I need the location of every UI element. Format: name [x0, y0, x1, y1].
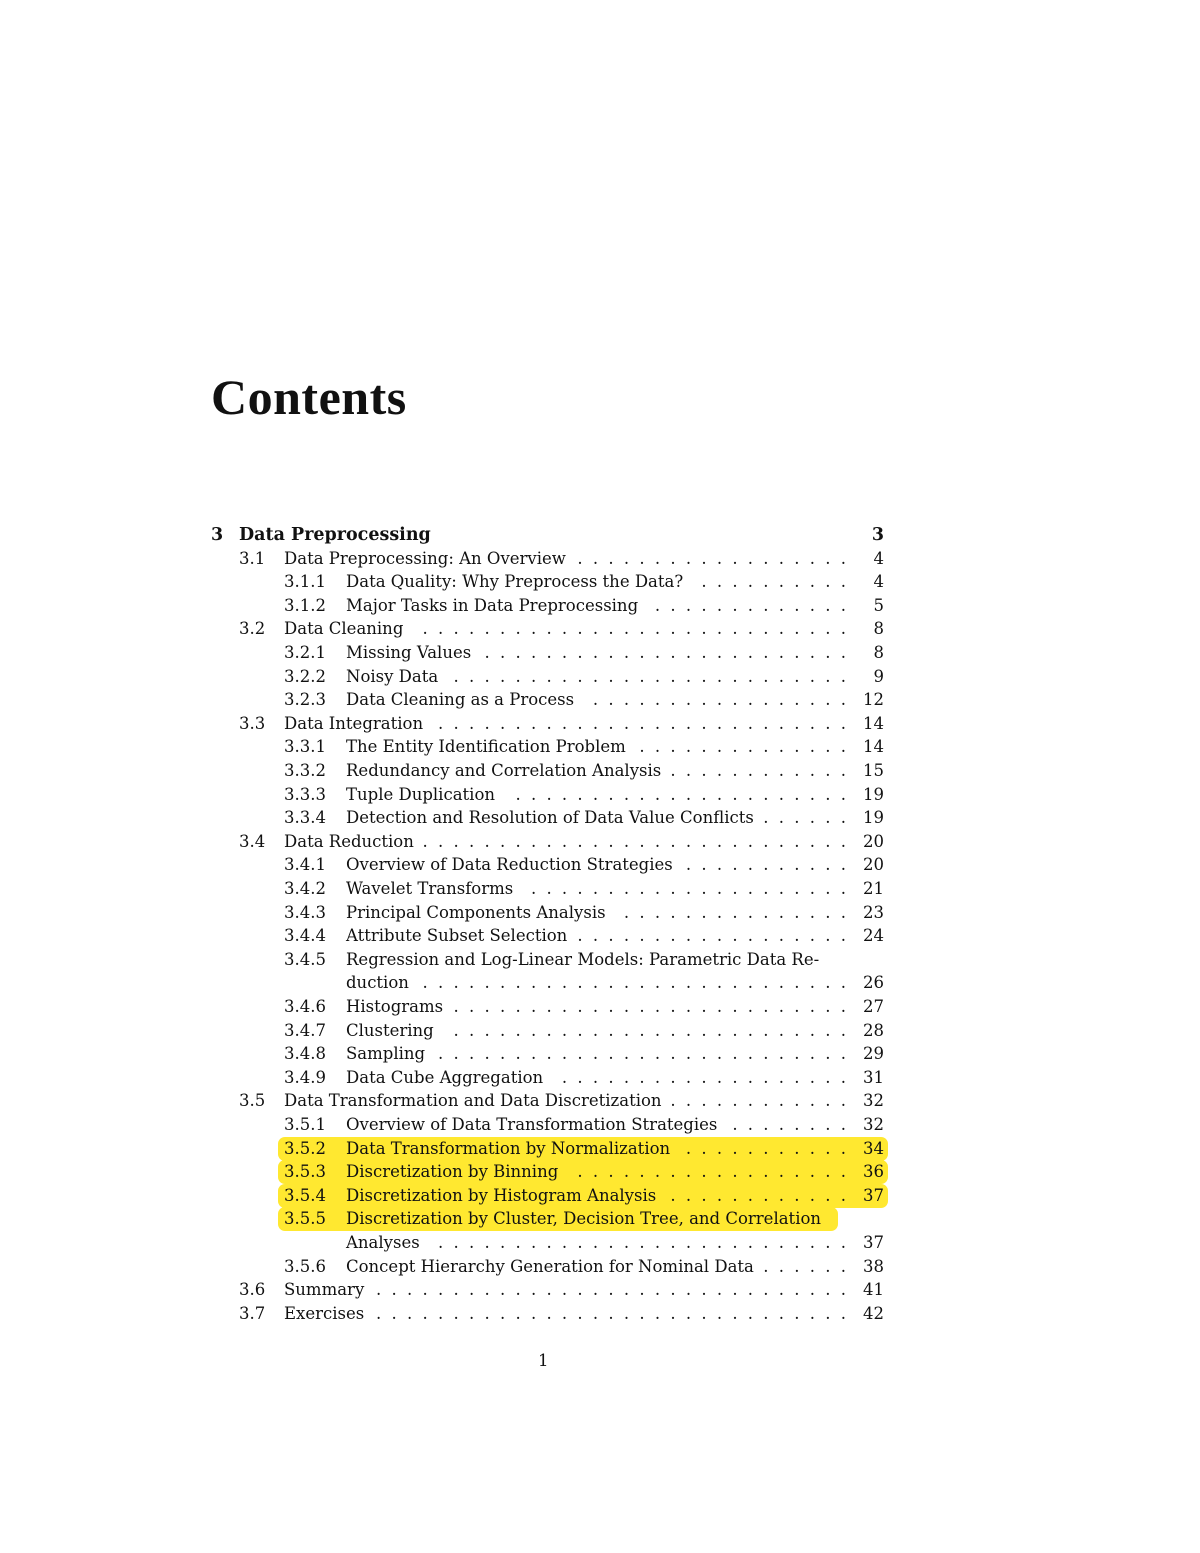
toc-entry-page: 5 [873, 596, 884, 615]
toc-entry-page: 19 [863, 808, 884, 827]
dot-leader [568, 1162, 846, 1182]
toc-entry-number: 3.2.3 [284, 690, 326, 709]
dot-leader [693, 572, 846, 592]
toc-entry-title: Regression and Log-Linear Models: Parametric Data Re- [346, 950, 820, 969]
dot-leader [435, 1044, 846, 1064]
toc-entry-title-continuation: duction [346, 973, 409, 992]
toc-entry-row[interactable] [0, 830, 1200, 854]
toc-entry-page: 14 [863, 714, 884, 733]
toc-entry-title: Summary [284, 1280, 365, 1299]
toc-entry-row[interactable] [0, 1278, 1200, 1302]
toc-entry-row[interactable] [0, 712, 1200, 736]
toc-entry-row[interactable] [0, 806, 1200, 830]
dot-leader [419, 973, 846, 993]
toc-entry-row[interactable] [0, 547, 1200, 571]
toc-entry-row[interactable] [0, 1066, 1200, 1090]
toc-entry-page: 37 [863, 1233, 884, 1252]
dot-leader [672, 1091, 846, 1111]
toc-entry-title: Discretization by Cluster, Decision Tree, and Correlation [346, 1209, 822, 1228]
toc-entry-page: 34 [863, 1139, 884, 1158]
toc-entry-title: Data Cleaning [284, 619, 404, 638]
dot-leader [671, 761, 846, 781]
toc-entry-number: 3.4.6 [284, 997, 326, 1016]
toc-entry-page: 21 [863, 879, 884, 898]
toc-entry-title: Sampling [346, 1044, 426, 1063]
toc-entry-row[interactable] [0, 1019, 1200, 1043]
toc-entry-number: 3.5 [239, 1091, 266, 1110]
toc-entry-title: Wavelet Transforms [346, 879, 514, 898]
toc-entry-title: Discretization by Histogram Analysis [346, 1186, 657, 1205]
toc-entry-title: Discretization by Binning [346, 1162, 559, 1181]
toc-entry-number: 3.7 [239, 1304, 266, 1323]
dot-leader [727, 1115, 846, 1135]
toc-entry-number: 3.4.8 [284, 1044, 326, 1063]
toc-entry-title: Tuple Duplication [346, 785, 495, 804]
toc-entry-title: Data Quality: Why Preprocess the Data? [346, 572, 684, 591]
toc-entry-title: Principal Components Analysis [346, 903, 606, 922]
toc-entry-title: Data Preprocessing: An Overview [284, 549, 566, 568]
dot-leader [683, 855, 846, 875]
toc-entry-row[interactable] [0, 924, 1200, 948]
toc-entry-row[interactable] [0, 783, 1200, 807]
chapter-title: Data Preprocessing [239, 525, 431, 545]
toc-entry-row[interactable] [0, 759, 1200, 783]
toc-entry-title: Overview of Data Transformation Strategies [346, 1115, 718, 1134]
toc-entry-number: 3.4.4 [284, 926, 326, 945]
toc-entry-page: 29 [863, 1044, 884, 1063]
toc-entry-row[interactable] [0, 1137, 1200, 1161]
toc-entry-title: Overview of Data Reduction Strategies [346, 855, 673, 874]
dot-leader [576, 549, 846, 569]
toc-entry-number: 3.4.1 [284, 855, 326, 874]
toc-entry-page: 24 [863, 926, 884, 945]
toc-entry-row[interactable] [0, 1184, 1200, 1208]
page-number: 1 [538, 1351, 549, 1370]
toc-entry-row[interactable] [0, 853, 1200, 877]
toc-entry-row[interactable] [0, 877, 1200, 901]
toc-entry-page: 32 [863, 1091, 884, 1110]
toc-entry-page: 15 [863, 761, 884, 780]
toc-entry-number: 3.3.4 [284, 808, 326, 827]
dot-leader [666, 1186, 846, 1206]
toc-entry-page: 4 [873, 549, 884, 568]
toc-entry-page: 12 [863, 690, 884, 709]
dot-leader [453, 997, 846, 1017]
toc-entry-title: Exercises [284, 1304, 365, 1323]
toc-entry-row[interactable] [0, 1255, 1200, 1279]
toc-entry-title: Histograms [346, 997, 444, 1016]
toc-entry-number: 3.3.1 [284, 737, 326, 756]
toc-entry-number: 3.4.7 [284, 1021, 326, 1040]
toc-entry-title: The Entity Identification Problem [346, 737, 626, 756]
toc-entry-number: 3.5.4 [284, 1186, 326, 1205]
toc-entry-number: 3.5.6 [284, 1257, 326, 1276]
toc-entry-number: 3.2.1 [284, 643, 326, 662]
toc-entry-number: 3.3.2 [284, 761, 326, 780]
dot-leader [523, 879, 846, 899]
toc-entry-number: 3.4.2 [284, 879, 326, 898]
toc-entry-number: 3.4.5 [284, 950, 326, 969]
dot-leader [374, 1304, 846, 1324]
toc-entry-title: Data Cleaning as a Process [346, 690, 575, 709]
toc-entry-page: 38 [863, 1257, 884, 1276]
toc-entry-row[interactable] [0, 617, 1200, 641]
dot-leader [636, 737, 846, 757]
toc-entry-row[interactable] [0, 995, 1200, 1019]
toc-entry-title: Redundancy and Correlation Analysis [346, 761, 662, 780]
toc-entry-title: Major Tasks in Data Preprocessing [346, 596, 639, 615]
toc-entry-page: 9 [873, 667, 884, 686]
dot-leader [433, 714, 846, 734]
toc-entry-page: 42 [863, 1304, 884, 1323]
toc-entry-page: 20 [863, 832, 884, 851]
toc-entry-number: 3.5.5 [284, 1209, 326, 1228]
toc-entry-number: 3.4.9 [284, 1068, 326, 1087]
toc-entry-title-continuation: Analyses [346, 1233, 420, 1252]
page-title: Contents [211, 369, 407, 425]
toc-entry-number: 3.4.3 [284, 903, 326, 922]
toc-entry-row[interactable] [0, 1207, 1200, 1231]
toc-entry-number: 3.5.2 [284, 1139, 326, 1158]
toc-entry-row[interactable] [0, 641, 1200, 665]
toc-entry-number: 3.1.1 [284, 572, 326, 591]
toc-entry-row[interactable] [0, 1089, 1200, 1113]
toc-entry-page: 14 [863, 737, 884, 756]
toc-entry-number: 3.1 [239, 549, 266, 568]
toc-entry-title: Data Integration [284, 714, 424, 733]
toc-entry-page: 8 [873, 643, 884, 662]
toc-entry-page: 23 [863, 903, 884, 922]
toc-entry-page: 36 [863, 1162, 884, 1181]
toc-entry-row[interactable] [0, 594, 1200, 618]
toc-entry-page: 31 [863, 1068, 884, 1087]
dot-leader [413, 619, 846, 639]
toc-entry-number: 3.5.1 [284, 1115, 326, 1134]
dot-leader [648, 596, 846, 616]
dot-leader [444, 1021, 846, 1041]
toc-entry-title: Detection and Resolution of Data Value Conflicts [346, 808, 754, 827]
dot-leader [553, 1068, 846, 1088]
dot-leader [616, 903, 846, 923]
chapter-page: 3 [871, 525, 884, 545]
toc-entry-title: Data Cube Aggregation [346, 1068, 544, 1087]
dot-leader [764, 1257, 846, 1277]
toc-entry-page: 37 [863, 1186, 884, 1205]
toc-entry-page: 41 [863, 1280, 884, 1299]
toc-entry-continuation-row[interactable] [0, 971, 1200, 995]
toc-entry-number: 3.1.2 [284, 596, 326, 615]
toc-entry-number: 3.3.3 [284, 785, 326, 804]
toc-entry-title: Missing Values [346, 643, 472, 662]
toc-entry-page: 20 [863, 855, 884, 874]
toc-entry-title: Concept Hierarchy Generation for Nominal Data [346, 1257, 754, 1276]
dot-leader [430, 1233, 846, 1253]
toc-entry-page: 8 [873, 619, 884, 638]
chapter-number: 3 [211, 525, 224, 545]
dot-leader [448, 667, 846, 687]
dot-leader [764, 808, 846, 828]
toc-entry-row[interactable] [0, 665, 1200, 689]
toc-entry-title: Data Transformation and Data Discretization [284, 1091, 662, 1110]
toc-entry-row[interactable] [0, 948, 1200, 972]
toc-entry-number: 3.6 [239, 1280, 266, 1299]
toc-chapter-row[interactable] [0, 523, 1200, 547]
toc-entry-row[interactable] [0, 1042, 1200, 1066]
toc-entry-number: 3.3 [239, 714, 266, 733]
toc-entry-title: Data Transformation by Normalization [346, 1139, 671, 1158]
toc-entry-row[interactable] [0, 570, 1200, 594]
dot-leader [424, 832, 846, 852]
dot-leader [577, 926, 846, 946]
toc-entry-page: 27 [863, 997, 884, 1016]
toc-entry-row[interactable] [0, 1113, 1200, 1137]
toc-entry-page: 28 [863, 1021, 884, 1040]
toc-entry-title: Noisy Data [346, 667, 439, 686]
toc-entry-row[interactable] [0, 688, 1200, 712]
toc-entry-row[interactable] [0, 901, 1200, 925]
toc-entry-row[interactable] [0, 1302, 1200, 1326]
toc-entry-continuation-row[interactable] [0, 1231, 1200, 1255]
toc-entry-title: Attribute Subset Selection [346, 926, 568, 945]
dot-leader [584, 690, 846, 710]
dot-leader [481, 643, 846, 663]
toc-entry-number: 3.2 [239, 619, 266, 638]
toc-entry-page: 4 [873, 572, 884, 591]
toc-entry-number: 3.2.2 [284, 667, 326, 686]
toc-entry-number: 3.5.3 [284, 1162, 326, 1181]
toc-entry-page: 32 [863, 1115, 884, 1134]
dot-leader [680, 1139, 846, 1159]
toc-entry-row[interactable] [0, 735, 1200, 759]
toc-entry-title: Data Reduction [284, 832, 414, 851]
dot-leader [505, 785, 846, 805]
toc-entry-title: Clustering [346, 1021, 434, 1040]
toc-entry-page: 26 [863, 973, 884, 992]
dot-leader [374, 1280, 846, 1300]
toc-entry-row[interactable] [0, 1160, 1200, 1184]
toc-entry-page: 19 [863, 785, 884, 804]
toc-entry-number: 3.4 [239, 832, 266, 851]
